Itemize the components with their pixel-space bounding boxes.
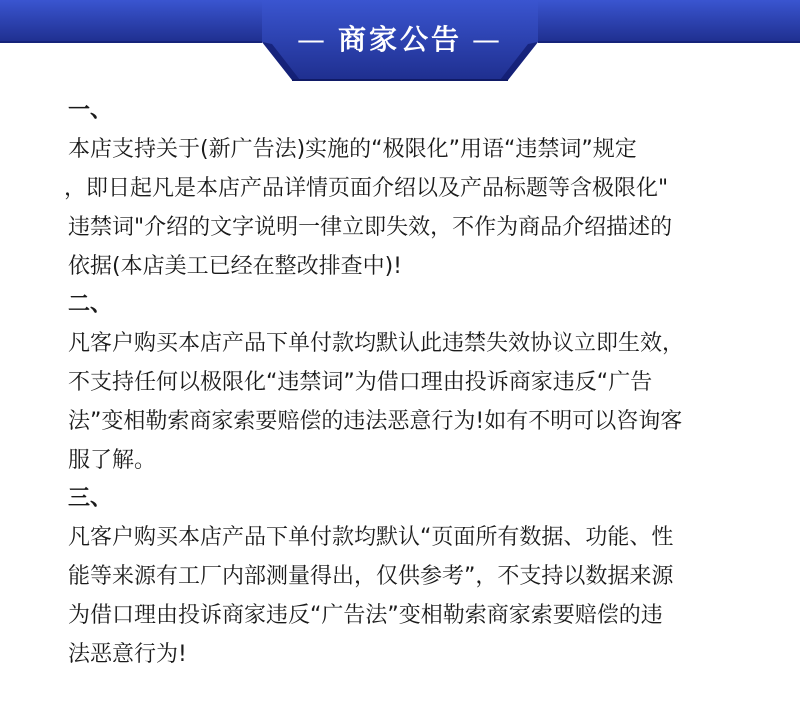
text-line: 法”变相勒索商家索要赔偿的违法恶意行为!如有不明可以咨询客 [68,409,683,434]
announcement-banner [0,0,800,82]
section-2 [68,286,768,480]
text-line: 凡客户购买本店产品下单付款均默认“页面所有数据、功能、性 [68,525,674,550]
text-line: 为借口理由投诉商家违反“广告法”变相勒索商家索要赔偿的违 [68,603,663,628]
section-3 [68,480,768,674]
title-text: 商家公告 [337,23,462,56]
text-line: 凡客户购买本店产品下单付款均默认此违禁失效协议立即生效， [68,331,685,356]
section-heading: 一、 [68,98,113,123]
title-dash-right: — [472,23,503,56]
text-line: 依据(本店美工已经在整改排查中)! [68,254,402,279]
text-line: ，即日起凡是本店产品详情页面介绍以及产品标题等含极限化" [64,176,669,201]
text-line: 本店支持关于(新广告法)实施的“极限化”用语“违禁词”规定 [68,137,637,162]
section-heading: 三、 [68,486,113,511]
section-1 [64,92,768,286]
text-line: 服了解。 [68,448,157,473]
text-line: 违禁词"介绍的文字说明一律立即失效，不作为商品介绍描述的 [68,215,673,240]
text-line: 能等来源有工厂内部测量得出，仅供参考”，不支持以数据来源 [68,564,674,589]
text-line: 法恶意行为! [68,642,187,667]
page-title [0,22,800,58]
announcement-body [64,92,768,674]
section-heading: 二、 [68,292,113,317]
text-line: 不支持任何以极限化“违禁词”为借口理由投诉商家违反“广告 [68,370,653,395]
title-dash-left: — [296,23,328,56]
